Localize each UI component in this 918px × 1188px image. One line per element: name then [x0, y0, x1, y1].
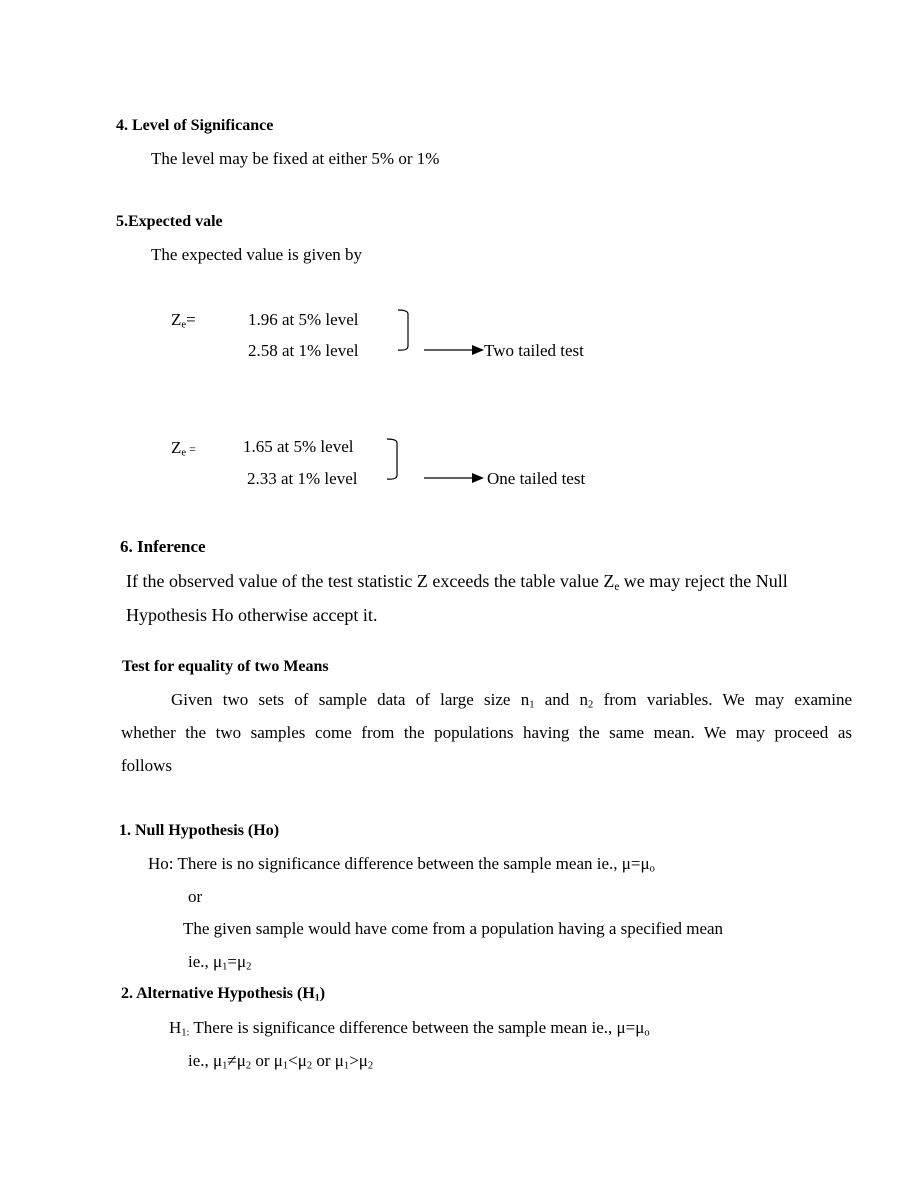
inference-line-1: If the observed value of the test statistic Z exceeds the table value $Z_e$ we may reject the Null: [126, 571, 788, 593]
one-tailed-result: One tailed test: [487, 469, 586, 488]
section-6-heading: 6. Inference: [120, 537, 206, 556]
two-tailed-row-1pct: 2.58 at 1% level: [248, 341, 359, 360]
alt-hypothesis-line-1: $H_{1:}$ There is significance difference between the sample mean ie., $\mu=\mu_o$: [169, 1018, 650, 1039]
equality-line-3: follows: [121, 756, 172, 775]
null-hypothesis-line-3: ie., $\mu_1=\mu_2$: [188, 952, 252, 973]
section-4-text: The level may be fixed at either 5% or 1%: [151, 149, 440, 168]
ze-label-one-tailed: $Z_e$ =: [171, 438, 196, 459]
arrow-right-icon: [424, 471, 486, 485]
inference-line-2: Hypothesis Ho otherwise accept it.: [126, 605, 378, 625]
arrow-right-icon: [424, 343, 486, 357]
equality-line-1: Given two sets of sample data of large size $n_1$ and $n_2$ from variables. We may examine: [171, 690, 853, 711]
alt-hypothesis-line-2: ie., $\mu_1\ne\mu_2$ or $\mu_1<\mu_2$ or $\mu_1>\mu_2$: [188, 1051, 374, 1072]
two-tailed-result: Two tailed test: [484, 341, 584, 360]
null-hypothesis-line-1: Ho: There is no significance difference between the sample mean ie., $\mu=\mu_o$: [148, 854, 655, 875]
two-tailed-row-5pct: 1.96 at 5% level: [248, 310, 359, 329]
section-5-heading: 5.Expected vale: [116, 213, 223, 230]
equality-heading: Test for equality of two Means: [122, 658, 329, 675]
section-5-text: The expected value is given by: [151, 245, 363, 264]
bracket-icon: [396, 308, 416, 354]
one-tailed-row-5pct: 1.65 at 5% level: [243, 437, 354, 456]
ze-label-two-tailed: $Z_e=$: [171, 310, 196, 331]
section-4-heading: 4. Level of Significance: [116, 117, 274, 134]
null-hypothesis-heading: 1. Null Hypothesis (Ho): [119, 822, 280, 839]
equality-line-2: whether the two samples come from the populations having the same mean. We may proceed as: [121, 723, 852, 742]
bracket-icon: [385, 437, 405, 483]
null-hypothesis-or: or: [188, 887, 203, 906]
one-tailed-row-1pct: 2.33 at 1% level: [247, 469, 358, 488]
alt-hypothesis-heading: 2. Alternative Hypothesis $(H_1)$: [121, 985, 326, 1004]
null-hypothesis-line-2: The given sample would have come from a population having a specified mean: [183, 919, 724, 938]
